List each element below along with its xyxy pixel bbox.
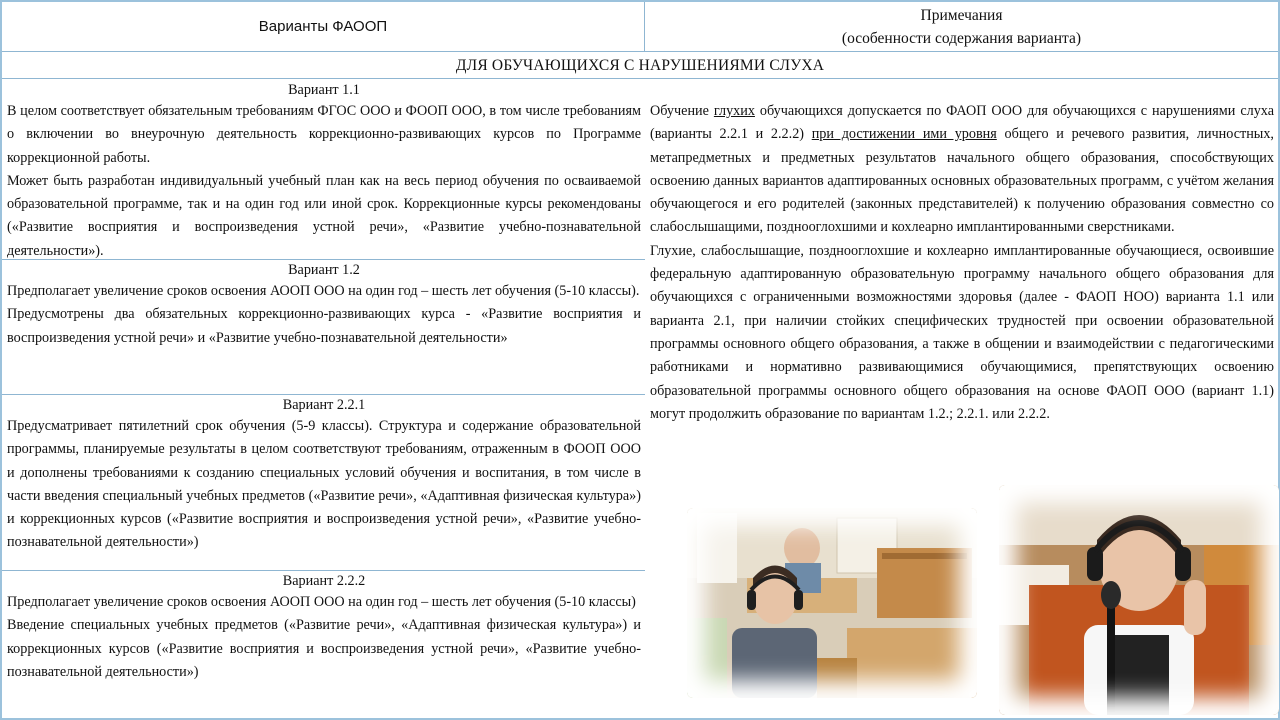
table-header [2,2,1278,52]
notes-paragraph-2: Глухие, слабослышащие, позднооглохшие и кохлеарно имплантированные обучающиеся, освоившие федеральную адаптированную образовательную программу начального общего образования для обучающихся с ограниченными возможностями здоровья (далее - ФАОП НОО) варианта 1.1 или варианта 2.1, при наличии стойких специфических трудностей при освоении образовательной программы основного общего образования, а также в общении и взаимодействии с педагогическими работниками и нормативно развивающимися обучающимися, препятствующих освоению образовательной программы основного общего образования на основе ФАОП ООО (вариант 1.1) могут продолжить образование по вариантам 1.2.; 2.2.1. или 2.2.2. [650,242,1274,422]
classroom-photo [687,508,977,698]
variant-title: Вариант 1.2 [288,262,360,278]
student-photo [999,485,1279,715]
variant-text: Введение специальных учебных предметов («Развитие речи», «Адаптивная физическая культура») и коррекционных курсов («Развитие восприятия и воспроизведения устной речи», «Развитие учебно-познавательной деятельности») [7,617,641,680]
variant-title: Вариант 2.2.2 [282,573,366,589]
variants-column [2,80,645,718]
variant-text: В целом соответствует обязательным требованиям ФГОС ООО и ФООП ООО, в том числе требованиям о включении во внеурочную деятельность коррекционно-развивающих курсов по Программе коррекционной работы. [7,103,641,166]
variant-text: Предусматривает пятилетний срок обучения (5-9 классы). Структура и содержание образовательной программы, планируемые результаты в целом соответствуют требованиям, отраженным в ФООП ООО и дополнены требованиями к созданию специальных условий обучения и воспитания, в том числе в части введения специальный учебных предметов («Развитие речи», «Адаптивная физическая культура») и коррекционных курсов («Развитие восприятия и воспроизведения устной речи», «Развитие учебно-познавательной деятельности») [7,418,641,551]
header-variants: Варианты ФАООП [2,2,645,51]
variant-title: Вариант 1.1 [288,82,360,98]
variant-2-2-2 [2,571,645,711]
variant-text: Может быть разработан индивидуальный учебный план как на весь период обучения по осваиваемой образовательной программе, так и на один год или иной срок. Коррекционные курсы рекомендованы («Развитие восприятия и воспроизведения устной речи», «Развитие учебно-познавательной деятельности»). [7,172,641,259]
section-title: ДЛЯ ОБУЧАЮЩИХСЯ С НАРУШЕНИЯМИ СЛУХА [2,53,1278,79]
header-notes-subtitle: (особенности содержания варианта) [841,30,1082,47]
variant-1-2 [2,260,645,395]
notes-column [647,80,1278,718]
variant-text: Предусмотрены два обязательных коррекционно-развивающих курса - «Развитие восприятия и воспроизведения устной речи» и «Развитие учебно-познавательной деятельности» [7,306,641,346]
variant-1-1 [2,80,645,260]
variant-2-2-1 [2,395,645,571]
header-notes-title: Примечания [920,7,1003,24]
variant-title: Вариант 2.2.1 [282,397,366,413]
variant-text: Предполагает увеличение сроков освоения АООП ООО на один год – шесть лет обучения (5-10 классы). [7,283,640,299]
variant-text: Предполагает увеличение сроков освоения АООП ООО на один год – шесть лет обучения (5-10 классы) [7,594,636,610]
notes-paragraph-1: Обучение глухих обучающихся допускается по ФАОП ООО для обучающихся с нарушениями слуха (варианты 2.2.1 и 2.2.2) при достижении ими уровня общего и речевого развития, личностных, метапредметных и предметных результатов начального общего образования, способствующих освоению данных вариантов адаптированных основных образовательных программ, с учётом желания обучающегося и его родителей (законных представителей) к получению образования совместно со слабослышащими, позднооглохшими и кохлеарно имплантированными сверстниками. [650,103,1274,236]
header-notes [645,2,1278,51]
